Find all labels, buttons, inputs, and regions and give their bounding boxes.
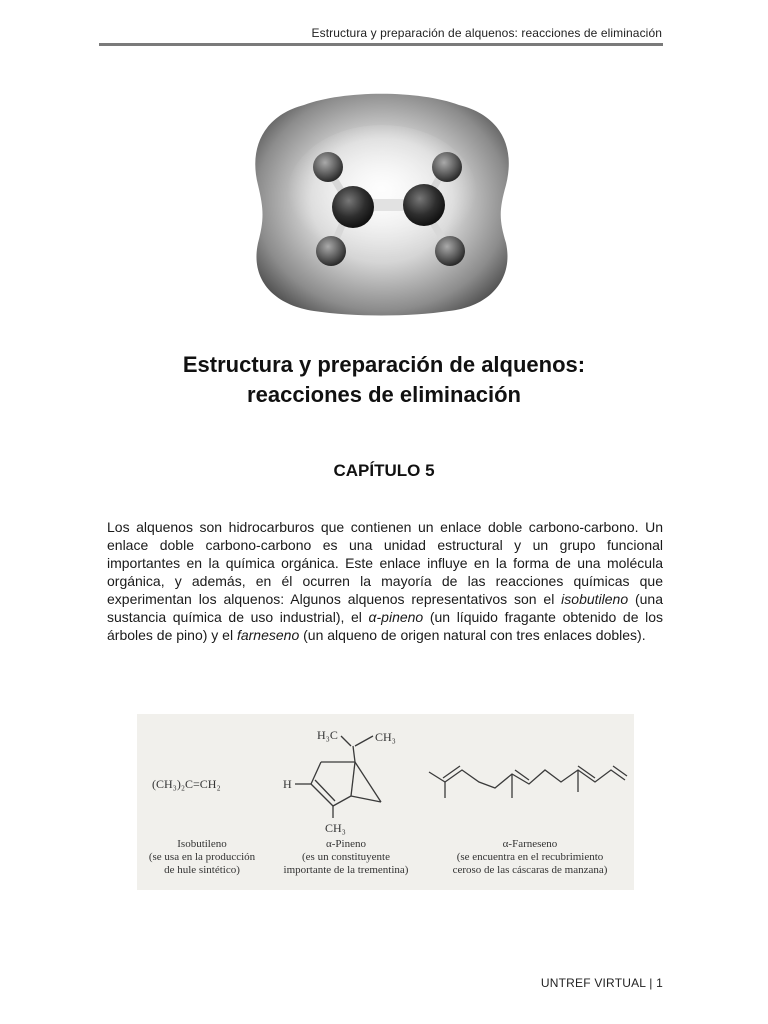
pineno-ch3-bottom-label: CH₃ (325, 821, 346, 835)
pineno-desc: (es un constituyente (302, 851, 390, 863)
intro-text: Los alquenos son hidrocarburos que contienen un enlace doble carbono-carbono. Un enlace doble carbono-carbono es una unidad estructural y un grupo funcional importantes en la química orgánica. Este enlace influye en la forma de una molécula orgánica, y además, en él ocurren la mayoría de las reacciones químicas que experimentan los alquenos: Algunos alquenos representativos son el (107, 519, 663, 607)
chapter-label: CAPÍTULO 5 (333, 461, 435, 480)
pineno-h-label: H (283, 777, 292, 791)
term-farneseno: farneseno (236, 627, 300, 643)
isobutileno-formula: (CH₃)₂C=CH₂ (152, 777, 221, 791)
ethylene-molecule-model (244, 85, 520, 319)
intro-text: (una sustancia química de uso industrial), el (107, 591, 663, 625)
farneseno-caption (432, 838, 628, 877)
farneseno-desc: ceroso de las cáscaras de manzana) (452, 864, 608, 876)
header-rule (99, 43, 663, 46)
term-isobutileno: isobutileno (561, 591, 629, 607)
term-pineno: α-pineno (368, 609, 424, 625)
page-footer: UNTREF VIRTUAL | 1 (540, 976, 663, 990)
running-header: Estructura y preparación de alquenos: reacciones de eliminación (311, 26, 662, 40)
pineno-name: α-Pineno (326, 838, 366, 850)
intro-text: (un alqueno de origen natural con tres enlaces dobles). (299, 627, 646, 643)
farneseno-name: α-Farneseno (502, 838, 558, 850)
chapter-title-line1: Estructura y preparación de alquenos: (182, 352, 586, 377)
intro-text: (un líquido fragante obtenido de los árboles de pino) y el (107, 609, 664, 643)
pineno-caption (268, 838, 424, 877)
isobutileno-name: Isobutileno (177, 838, 227, 850)
intro-paragraph (107, 518, 663, 644)
pineno-desc: importante de la trementina) (283, 864, 409, 876)
isobutileno-caption (137, 838, 267, 877)
chapter-title-line2: reacciones de eliminación (247, 382, 521, 407)
pineno-ch3-top-label: CH₃ (375, 730, 396, 744)
alkene-structures-figure (137, 714, 634, 890)
chapter-title (84, 350, 684, 410)
pineno-h3c-label: H₃C (317, 728, 338, 742)
isobutileno-desc: de hule sintético) (164, 864, 240, 876)
isobutileno-desc: (se usa en la producción (148, 851, 256, 863)
farneseno-desc: (se encuentra en el recubrimiento (456, 851, 604, 863)
